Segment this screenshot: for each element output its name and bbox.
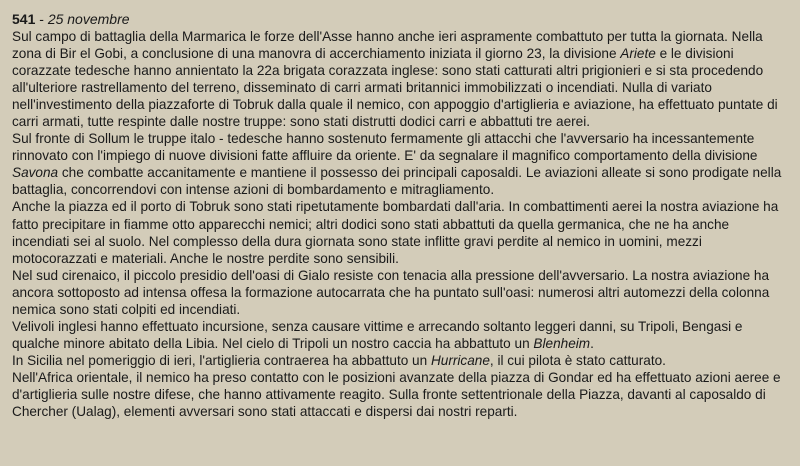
paragraph-text: , il cui pilota è stato catturato. <box>489 352 666 368</box>
paragraph-tobruk <box>12 198 790 266</box>
division-name-ariete: Ariete <box>620 46 656 62</box>
paragraph-text: . <box>590 335 594 351</box>
paragraph-sollum <box>12 130 790 198</box>
paragraph-africa-orientale <box>12 369 790 420</box>
bulletin-body <box>12 28 790 420</box>
paragraph-sicilia <box>12 352 790 369</box>
bulletin-header <box>12 11 790 28</box>
paragraph-libia <box>12 318 790 352</box>
paragraph-gialo <box>12 267 790 318</box>
bulletin-date: 25 novembre <box>47 11 130 27</box>
paragraph-text: Velivoli inglesi hanno effettuato incursione, senza causare vittime e arrecando soltanto leggeri danni, su Tripoli, Bengasi e qualche minore abitato della Libia. Nel cielo di Tripoli un nostro caccia ha abbattuto un <box>12 318 743 351</box>
paragraph-marmarica <box>12 28 790 130</box>
paragraph-text: Nel sud cirenaico, il piccolo presidio dell'oasi di Gialo resiste con tenacia alla pressione dell'avversario. La nostra aviazione ha ancora sottoposto ad intensa offesa la formazione autocarrata che ha puntato sull'oasi: numerosi altri automezzi della colonna nemica sono stati colpiti ed incendiati. <box>12 267 770 317</box>
aircraft-name-hurricane: Hurricane <box>430 352 490 368</box>
paragraph-text: Anche la piazza ed il porto di Tobruk sono stati ripetutamente bombardati dall'aria. In combattimenti aerei la nostra aviazione ha fatto precipitare in fiamme otto apparecchi nemici; altri dodici sono stati abbattuti da quella germanica, che ne ha anche incendiati sei al suolo. Nel complesso della dura giornata sono state inflitte gravi perdite al nemico in uomini, mezzi motocorazzati e materiali. Anche le nostre perdite sono sensibili. <box>12 199 779 266</box>
bulletin-number: 541 <box>12 11 36 27</box>
paragraph-text: Sul fronte di Sollum le truppe italo - tedesche hanno sostenuto fermamente gli attacchi che l'avversario ha incessantemente rinnovato con l'impiego di nuove divisioni fatte affluire da oriente. E' da segnalare il magnifico comportamento della divisione <box>12 131 758 164</box>
paragraph-text: Nell'Africa orientale, il nemico ha preso contatto con le posizioni avanzate della piazza di Gondar ed ha effettuato azioni aeree e d'artiglieria sulle nostre difese, che hanno attivamente reagito. Sulla fronte settentrionale della Piazza, davanti al caposaldo di Chercher (Ualag), elementi avversari sono stati attaccati e dispersi dai nostri reparti. <box>12 369 781 420</box>
aircraft-name-blenheim: Blenheim <box>533 335 591 351</box>
division-name-savona: Savona <box>12 165 59 181</box>
paragraph-text: In Sicilia nel pomeriggio di ieri, l'artiglieria contraerea ha abbattuto un <box>12 352 431 368</box>
paragraph-text: Sul campo di battaglia della Marmarica le forze dell'Asse hanno anche ieri aspramente combattuto per tutta la giornata. Nella zona di Bir el Gobi, a conclusione di una manovra di accerchiamento iniziata il giorno 23, la divisione <box>12 29 763 62</box>
header-separator: - <box>35 11 48 27</box>
paragraph-text: che combatte accanitamente e mantiene il possesso dei principali caposaldi. Le aviazioni alleate si sono prodigate nella battaglia, concorrendovi con intense azioni di bombardamento e mitragliamento. <box>12 165 782 198</box>
paragraph-text: e le divisioni corazzate tedesche hanno annientato la 22a brigata corazzata inglese: sono stati catturati altri prigionieri e si sta procedendo all'ulteriore rastrellamento del terreno, disseminato di carri armati britannici immobilizzati o incendiati. Nulla di variato nell'investimento della piazzaforte di Tobruk dalla quale il nemico, con appoggio d'artiglieria e aviazione, ha effettuato puntate di carri armati, tutte respinte dalle nostre truppe: sono stati distrutti dodici carri e abbattuti tre aerei. <box>12 46 778 130</box>
